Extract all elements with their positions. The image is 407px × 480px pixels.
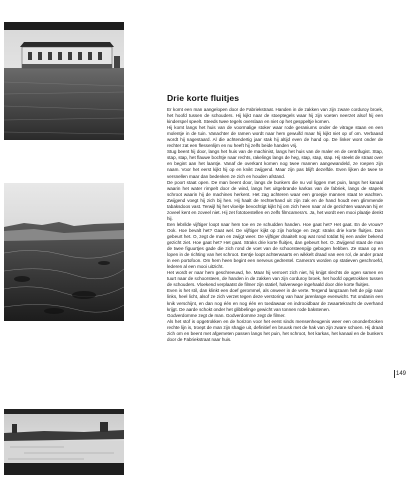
article-paragraph: Een lebrilde vijftiger loopt naar hem toe en ze schudden handen. Hoe gaat het? Het gaat. En de vrouw? Ook. Hoe bevalt het? Gaat wel. De vijftiger kijkt op zijn horloge en zegt: straks drie korte fluitjes. Dan gebeurt het. O, zegt de man en zwijgt weer. De vijftiger draaitelt nog wat rond totdat hij een ander bekend gezicht ziet. Hoe gaat het? Het gaat. Straks drie korte fluitjes, dan gebeurt het. O. Zwijgend staat de man de twee figuurtjes gade die zich rond de voet van de schoorsteenpijp gebogen hebben. Ze staan op en lopen in de richting van het schroot. Eentje loopt achterwaarts en wikkelt draad van een rol, de ander praat in een portofoon. Om hem heen begint een nerveus gedrentel. Camera's worden op statieven geschroefd, lederen al een mooi uitzicht. [167,221,383,270]
photo-demolition-field [4,183,124,321]
article [167,93,383,343]
article-paragraph: Er komt een man aangelopen door de Fabriekstraat. Handen in de zakken van zijn zware corduroy broek, het hoofd tussen de schouders. Hij kijkt naar de stoeptegels waar hij zijn voeten neerzet alsof hij een kinderspel speelt. Steeds twee tegels overslaan en niet op het gesppeltje komen. [167,107,383,125]
photo-canal-water [4,409,124,475]
page-number: 149 [396,371,407,377]
article-paragraph: Stug beent hij door, langs het huis van de machinist, langs het huis van de maler en de centrifugist. Stap, stap, stap, het flauwe bochtje naar rechts, rakelings langs de heg, stap, stap, stap. Hij steekt de straat over en begint aan het laantje. Vanaf de overkant komen nog twee mannen aangewandeld, ze roepen zijn naam. Voor het eerst kijkt hij op en knikt zwijgend. Maar zijn pas blijft dezelfde. Even lijken de twee te versnellen maar dan bedenken ze zich en houden afstand. [167,149,383,179]
article-paragraph: Godverdomme zegt de man. Godverdomme zegt de filmer. [167,312,286,318]
article-paragraph: Even is het stil, dan klinkt een doef gerommel, als onweer in de verte. Tergend langzaam helt de pijp naar links, heel licht, alsof ze zich verzet tegen deze verstoring van haar jarenlange evenwicht. Tot ondanin een knik verschijnt, en dan nog één en nog één en toedawaar en indrooidbaar de zwaartekracht de overhand krijgt. De aarde schokt onder het glibbelinge gewicht van tonnen rode bakstenen. [167,288,383,312]
article-paragraph: Het wordt er naar hem geschreeuwd, he. Maar hij verroert zich niet, hij knijpt slechts de ogen samen en tuurt naar de schoorsteen, de handen in de zakken van zijn corduroy broek, het hoofd opgetrokken tussen de schouders. Vloekend verplaatst de filmer zijn statief, halverwege ingehaald door drie korte fluitjes. [167,270,383,288]
article-title: Drie korte fluitjes [167,93,240,103]
photo-factory-building [4,22,124,140]
article-body [167,107,383,343]
article-paragraph: De poort staat open. De man beent door, langs de bunkers die nu vol liggen met puin, langs het kanaal waarin het water rimpelt door de wind, langs het uitgebrande karkas van de fabriek, langs de stapels schroot waarin hij de machines herkent. Het zag achteren waar een groepje mannen staat te wachten. Zwijgend voegt hij zich bij hen. Hij haalt de rechterhand uit zijn zak en de hand houdt een glimmende tabaksdoos vast. Terwijl hij het vloeitje bevochtigt kijkt hij om zich heen naar al de gezichten waarvan hij er zoveel kent en zoveel niet. Hij zet fototoestellen en zelfs filmcamera's. Ja, het wordt een mooi plaatje denkt hij. [167,179,383,221]
article-paragraph: Hij komt langs het huis van de voormalige stoker waar rode geraniums onder de vitrage staan en een molentje in de tuin. Vanachter de ramen wordt naar hem gewuifd maar hij kijkt niet op of om. Verbaasd wordt hij nagestaard. Al die achtendertig jaar stak hij altijd even de hand op. De linker wont onder de rechter zat een flessenlijm en nu heeft hij zelfs beide handen vrij. [167,125,383,149]
article-paragraph: Als het stof is opgetrokken en de horizon voor het eerst sinds mensenheugenis weer een ononderbroken rechte lijn is, troept de man zijn shagje uit, definitief en bruusk met de hak van zijn zware schoen. Hij draait zich om en beent met afgemeten passen langs het puin, het schroot, het karkas, het kanaal en de bunkers door de Fabriekstraat naar huis. [167,318,383,342]
